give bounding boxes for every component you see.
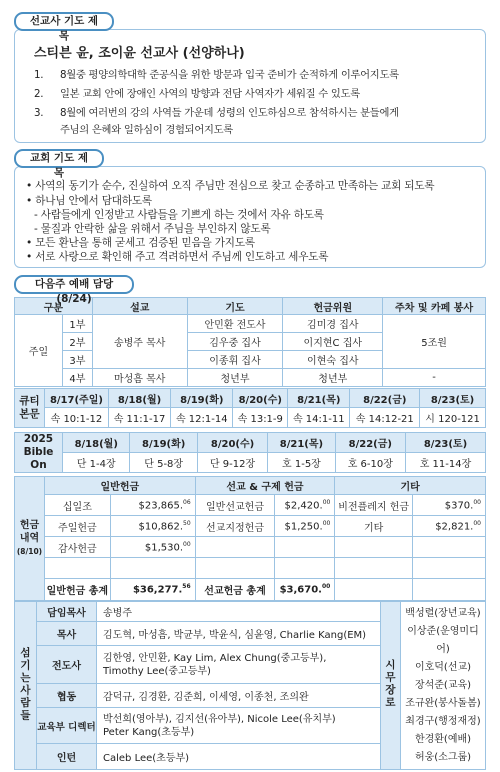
bible-day: 8/23(토) (405, 433, 485, 453)
offering-cell: 청년부 (283, 369, 383, 387)
offering-item: 기타 (335, 516, 413, 537)
mission-total-label: 선교헌금 총계 (195, 579, 275, 601)
role-label: 목사 (37, 622, 97, 646)
offering-label: 헌금 내역 (8/10) (15, 477, 45, 601)
qt-passage: 속 13:1-9 (233, 408, 288, 428)
qt-passage: 속 12:1-14 (171, 408, 233, 428)
bible-day: 8/18(월) (63, 433, 130, 453)
offering-empty (335, 558, 413, 579)
service-time: 1부 (62, 315, 92, 333)
bible-passage: 단 1-4장 (63, 453, 130, 473)
offering-item: 선교지정헌금 (195, 516, 275, 537)
qt-passage: 속 11:1-17 (108, 408, 170, 428)
servants-label: 섬기는사람들 (15, 602, 37, 770)
offering-empty (335, 537, 413, 558)
qt-passage: 속 10:1-12 (45, 408, 109, 428)
qt-day: 8/23(토) (420, 389, 486, 408)
bible-passage: 호 6-10장 (335, 453, 405, 473)
qt-day: 8/17(주일) (45, 389, 109, 408)
sunday-label: 주일 (15, 315, 63, 387)
role-names: 송병주 (97, 602, 381, 622)
offering-table (14, 476, 486, 601)
missionary-title: 스티븐 윤, 조이윤 선교사 (선양하나) (34, 46, 245, 61)
bible-day: 8/22(금) (335, 433, 405, 453)
offering-item: 주일헌금 (44, 516, 110, 537)
qt-day: 8/20(수) (233, 389, 288, 408)
offering-general-header: 일반헌금 (44, 477, 195, 495)
role-names: 김도혁, 마성흠, 박균부, 박윤식, 심윤영, Charlie Kang(EM) (97, 622, 381, 646)
offering-empty (275, 537, 335, 558)
offering-item: 감사헌금 (44, 537, 110, 558)
offering-empty (195, 537, 275, 558)
bible-passage: 단 9-12장 (197, 453, 267, 473)
bible-on-table (14, 432, 486, 473)
bible-passage: 호 1-5장 (268, 453, 335, 473)
offering-item: 비전플레지 헌금 (335, 495, 413, 516)
offering-cell: 이현숙 집사 (283, 351, 383, 369)
prayer-item: • 모든 환난을 통해 굳세고 검증된 믿음을 가지도록 (26, 237, 255, 249)
offering-empty (413, 537, 486, 558)
next-week-section-label: 다음주 예배 담당 (8/24) (14, 275, 134, 294)
general-total: $36,277.56 (110, 579, 195, 601)
qt-day: 8/18(월) (108, 389, 170, 408)
role-label: 담임목사 (37, 602, 97, 622)
servants-table (14, 601, 486, 770)
role-label: 교육부 디렉터 (37, 708, 97, 744)
sermon-cell: 마성흠 목사 (92, 369, 187, 387)
prayer-item: - 사람들에게 인정받고 사람들을 기쁘게 하는 것에서 자유 하도록 (34, 209, 324, 221)
role-names: Caleb Lee(초등부) (97, 744, 381, 770)
offering-mission-header: 선교 & 구제 헌금 (195, 477, 335, 495)
prayer-cell: 청년부 (187, 369, 283, 387)
parking-cell: 5조원 (383, 315, 486, 369)
missionary-item: 3. 8월에 여러번의 강의 사역들 가운데 성령의 인도하심으로 참석하시는 분들에게 (34, 107, 399, 119)
offering-empty (413, 558, 486, 579)
elder-list: 백성렬(장년교육) 이상준(운영미디어) 이호덕(선교) 장석준(교육) 조규완(봉사돌봄) 최경구(행정재정) 한경환(예배) 허웅(소그룹) (401, 602, 486, 770)
qt-label: 큐티 본문 (15, 389, 45, 428)
header-category: 구분 (15, 298, 93, 315)
offering-amount: $2,420.00 (275, 495, 335, 516)
offering-amount: $2,821.00 (413, 516, 486, 537)
qt-passage: 속 14:12-21 (350, 408, 420, 428)
prayer-item: • 사역의 동기가 순수, 진실하여 오직 주님만 전심으로 찾고 순종하고 만족하는 교회 되도록 (26, 180, 435, 192)
prayer-item: • 하나님 안에서 담대하도록 (26, 195, 152, 207)
bible-passage: 호 11-14장 (405, 453, 485, 473)
role-label: 협동 (37, 684, 97, 708)
missionary-item: 1. 8월중 평양의학대학 준공식을 위한 방문과 입국 준비가 순적하게 이루어지도록 (34, 69, 399, 81)
offering-empty (413, 579, 486, 601)
offering-item: 십일조 (44, 495, 110, 516)
offering-empty (44, 558, 110, 579)
header-sermon: 설교 (92, 298, 187, 315)
role-label: 인턴 (37, 744, 97, 770)
prayer-cell: 안민환 전도사 (187, 315, 283, 333)
prayer-cell: 김우중 집사 (187, 333, 283, 351)
parking-cell: - (383, 369, 486, 387)
offering-empty (110, 558, 195, 579)
sermon-cell: 송병주 목사 (92, 315, 187, 369)
offering-item: 일반선교헌금 (195, 495, 275, 516)
bible-day: 8/20(수) (197, 433, 267, 453)
header-prayer: 기도 (187, 298, 283, 315)
prayer-cell: 이종휘 집사 (187, 351, 283, 369)
service-time: 3부 (62, 351, 92, 369)
elder-label: 시무장로 (381, 602, 401, 770)
bible-day: 8/21(목) (268, 433, 335, 453)
role-names: 박선희(영아부), 김지선(유아부), Nicole Lee(유치부) Peter Kang(초등부) (97, 708, 381, 744)
missionary-item: 주님의 은혜와 일하심이 경험되어지도록 (60, 124, 233, 136)
header-offering: 헌금위원 (283, 298, 383, 315)
offering-empty (195, 558, 275, 579)
qt-passage: 시 120-121 (420, 408, 486, 428)
bible-day: 8/19(화) (130, 433, 197, 453)
general-total-label: 일반헌금 총계 (44, 579, 110, 601)
qt-day: 8/19(화) (171, 389, 233, 408)
church-prayer-section-label: 교회 기도 제목 (14, 149, 104, 168)
offering-amount: $370.00 (413, 495, 486, 516)
offering-empty (335, 579, 413, 601)
offering-amount: $1,530.00 (110, 537, 195, 558)
offering-empty (275, 558, 335, 579)
offering-amount: $1,250.00 (275, 516, 335, 537)
mission-total: $3,670.00 (275, 579, 335, 601)
qt-day: 8/22(금) (350, 389, 420, 408)
offering-cell: 김미경 집사 (283, 315, 383, 333)
service-time: 2부 (62, 333, 92, 351)
role-names: 김한영, 안민환, Kay Lim, Alex Chung(중고등부), Timothy Lee(중고등부) (97, 646, 381, 684)
offering-amount: $10,862.50 (110, 516, 195, 537)
prayer-item: • 서로 사랑으로 확인해 주고 격려하면서 주님께 인도하고 세우도록 (26, 251, 329, 263)
bible-on-label: 2025 Bible On (15, 433, 63, 473)
prayer-item: - 물질과 안락한 삶을 위해서 주님을 부인하지 않도록 (34, 223, 271, 235)
offering-other-header: 기타 (335, 477, 486, 495)
next-week-table (14, 297, 486, 387)
missionary-section-label: 선교사 기도 제목 (14, 12, 114, 31)
header-parking: 주차 및 카페 봉사 (383, 298, 486, 315)
service-time: 4부 (62, 369, 92, 387)
offering-amount: $23,865.06 (110, 495, 195, 516)
qt-table (14, 388, 486, 428)
offering-cell: 이지현C 집사 (283, 333, 383, 351)
missionary-item: 2. 일본 교회 안에 장애인 사역의 방향과 전담 사역자가 세워질 수 있도록 (34, 88, 360, 100)
qt-day: 8/21(목) (288, 389, 350, 408)
bible-passage: 단 5-8장 (130, 453, 197, 473)
role-label: 전도사 (37, 646, 97, 684)
qt-passage: 속 14:1-11 (288, 408, 350, 428)
role-names: 감덕규, 김경환, 김준희, 이세영, 이종천, 조의완 (97, 684, 381, 708)
